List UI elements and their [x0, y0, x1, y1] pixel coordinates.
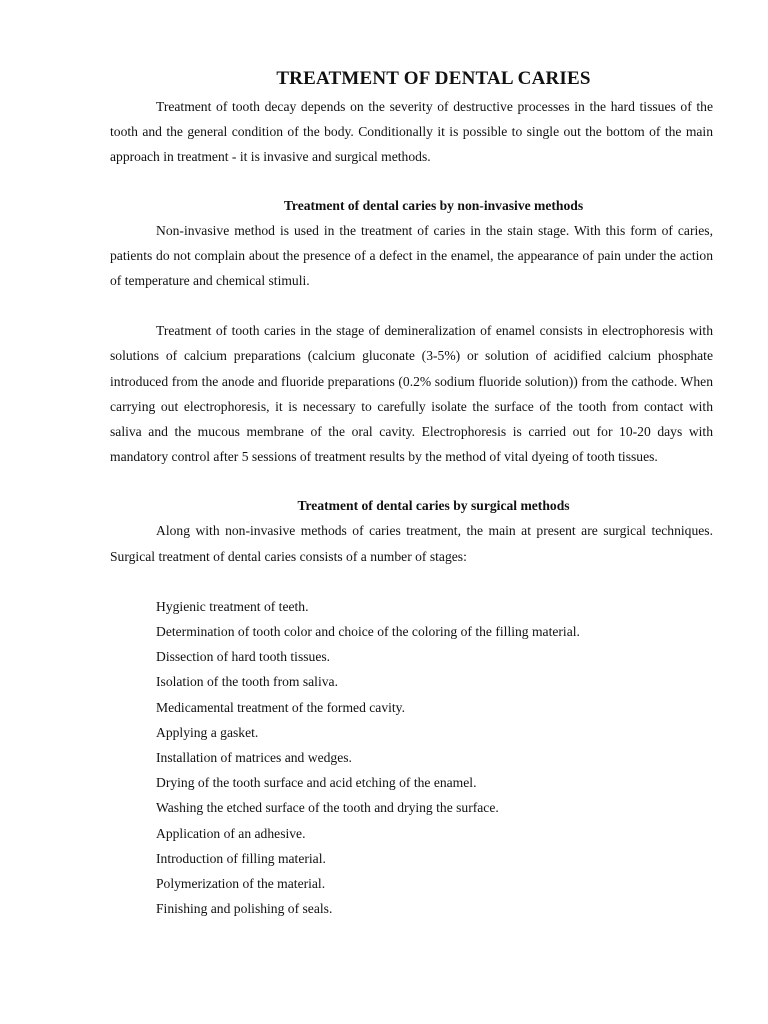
document-page	[110, 66, 713, 921]
surgical-stages-list	[110, 594, 713, 922]
list-item: Finishing and polishing of seals.	[156, 901, 333, 917]
list-item: Washing the etched surface of the tooth and drying the surface.	[156, 800, 499, 816]
document-title: TREATMENT OF DENTAL CARIES	[276, 68, 591, 89]
list-item: Installation of matrices and wedges.	[156, 750, 352, 766]
list-item: Polymerization of the material.	[156, 876, 326, 892]
surgical-heading: Treatment of dental caries by surgical methods	[297, 498, 570, 514]
list-item: Determination of tooth color and choice of the coloring of the filling material.	[156, 624, 580, 640]
list-item: Isolation of the tooth from saliva.	[156, 674, 338, 690]
list-item: Application of an adhesive.	[156, 825, 306, 841]
list-item: Dissection of hard tooth tissues.	[156, 649, 331, 665]
noninvasive-paragraph-1: Non-invasive method is used in the treatment of caries in the stain stage. With this form of caries, patients do not complain about the presence of a defect in the enamel, the appearance of pain under the action of temperature and chemical stimuli.	[110, 222, 713, 289]
list-item: Medicamental treatment of the formed cavity.	[156, 699, 405, 715]
noninvasive-heading: Treatment of dental caries by non-invasive methods	[283, 197, 584, 213]
list-item: Introduction of filling material.	[156, 850, 326, 866]
list-item: Hygienic treatment of teeth.	[156, 598, 309, 614]
paragraph-spacer	[110, 293, 713, 318]
intro-paragraph: Treatment of tooth decay depends on the severity of destructive processes in the hard tissues of the tooth and the general condition of the body. Conditionally it is possible to single out the bottom of the main approach in treatment - it is invasive and surgical methods.	[110, 99, 713, 165]
surgical-paragraph: Along with non-invasive methods of caries treatment, the main at present are surgical techniques. Surgical treatment of dental caries consists of a number of stages:	[110, 523, 713, 564]
list-item: Drying of the tooth surface and acid etching of the enamel.	[156, 775, 477, 791]
noninvasive-paragraph-2: Treatment of tooth caries in the stage of demineralization of enamel consists in electrophoresis with solutions of calcium preparations (calcium gluconate (3-5%) or solution of acidified calcium phosphate introduced from the anode and fluoride preparations (0.2% sodium fluoride solution)) from the cathode. When carrying out electrophoresis, it is necessary to carefully isolate the surface of the tooth from contact with saliva and the mucous membrane of the oral cavity. Electrophoresis is carried out for 10-20 days with mandatory control after 5 sessions of treatment results by the method of vital dyeing of tooth tissues.	[110, 323, 713, 465]
list-item: Applying a gasket.	[156, 724, 259, 740]
